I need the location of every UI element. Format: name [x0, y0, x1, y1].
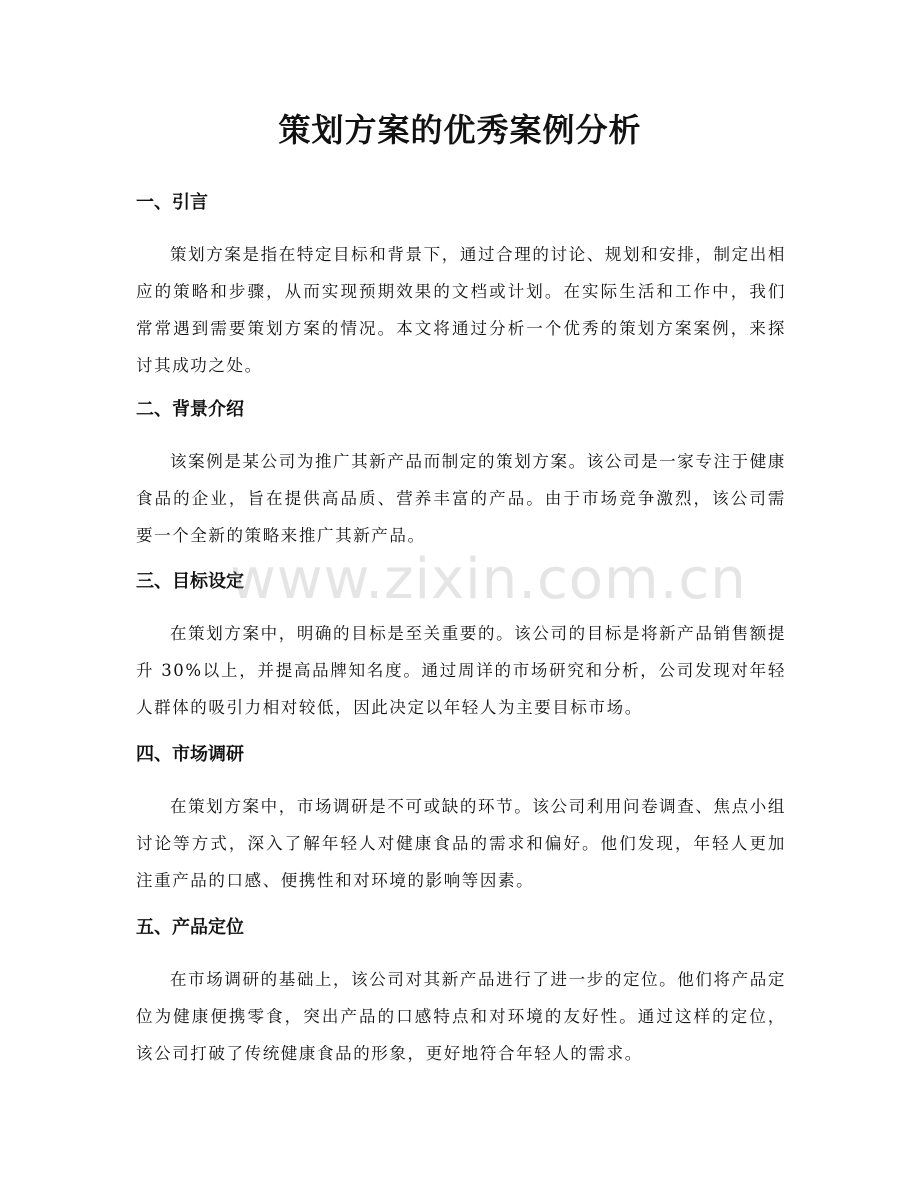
section-paragraph: 该案例是某公司为推广其新产品而制定的策划方案。该公司是一家专注于健康食品的企业，旨在提供高品质、营养丰富的产品。由于市场竞争激烈，该公司需要一个全新的策略来推广其新产品。: [136, 452, 786, 545]
section-heading: 三、目标设定: [136, 571, 244, 592]
section-goal-setting: [136, 569, 786, 726]
section-paragraph: 在策划方案中，明确的目标是至关重要的。该公司的目标是将新产品销售额提升 30%以上，并提高品牌知名度。通过周详的市场研究和分析，公司发现对年轻人群体的吸引力相对较低，因此决定以年轻人为主要目标市场。: [136, 624, 786, 717]
section-paragraph: 在策划方案中，市场调研是不可或缺的环节。该公司利用问卷调查、焦点小组讨论等方式，深入了解年轻人对健康食品的需求和偏好。他们发现，年轻人更加注重产品的口感、便携性和对环境的影响等因素。: [136, 797, 786, 890]
section-heading: 二、背景介绍: [136, 399, 244, 420]
document-title: 策划方案的优秀案例分析: [278, 111, 642, 149]
section-paragraph: 在市场调研的基础上，该公司对其新产品进行了进一步的定位。他们将产品定位为健康便携零食，突出产品的口感特点和对环境的友好性。通过这样的定位，该公司打破了传统健康食品的形象，更好地符合年轻人的需求。: [136, 970, 786, 1063]
section-product-positioning: [136, 915, 786, 1072]
section-heading: 一、引言: [136, 192, 208, 213]
section-introduction: [136, 190, 786, 384]
section-paragraph: 策划方案是指在特定目标和背景下，通过合理的讨论、规划和安排，制定出相应的策略和步骤，从而实现预期效果的文档或计划。在实际生活和工作中，我们常常遇到需要策划方案的情况。本文将通过分析一个优秀的策划方案案例，来探讨其成功之处。: [136, 245, 786, 375]
watermark: www.zixin.com.cn: [230, 547, 747, 612]
section-heading: 四、市场调研: [136, 744, 244, 765]
section-market-research: [136, 742, 786, 899]
section-heading: 五、产品定位: [136, 917, 244, 938]
section-background: [136, 397, 786, 554]
